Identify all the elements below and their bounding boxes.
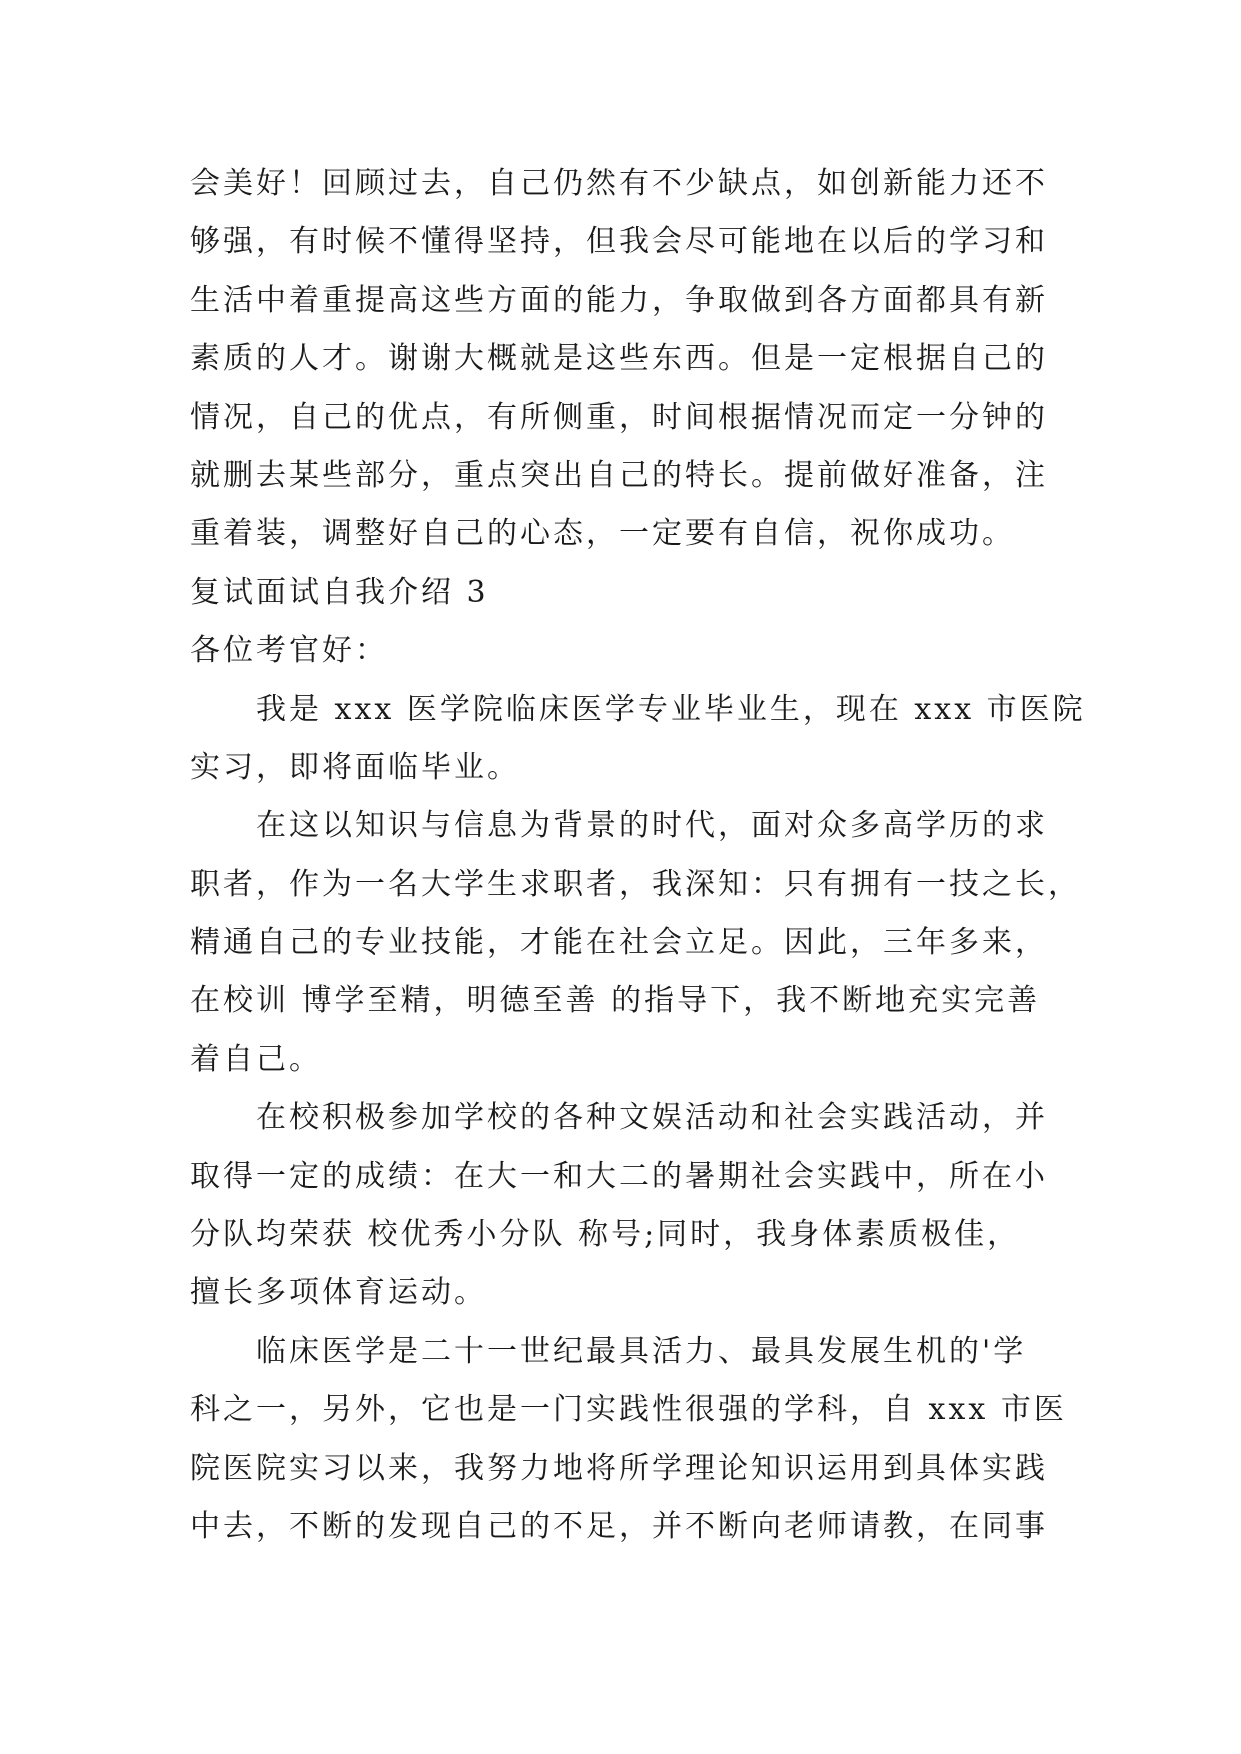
text-line: 中去，不断的发现自己的不足，并不断向老师请教，在同事 [190, 1508, 1048, 1544]
text-line: 会美好！回顾过去，自己仍然有不少缺点，如创新能力还不 [190, 166, 1048, 201]
text-line: 职者，作为一名大学生求职者，我深知：只有拥有一技之长， [190, 866, 1081, 902]
paragraph-start: 在这以知识与信息为背景的时代，面对众多高学历的求 [256, 808, 1048, 844]
paragraph-start: 临床医学是二十一世纪最具活力、最具发展生机的'学 [256, 1333, 1027, 1369]
text-line: 情况，自己的优点，有所侧重，时间根据情况而定一分钟的 [190, 399, 1048, 435]
text-line: 分队均荣获 校优秀小分队 称号;同时，我身体素质极佳， [190, 1217, 1021, 1253]
text-line: 精通自己的专业技能，才能在社会立足。因此，三年多来， [190, 925, 1048, 961]
text-line: 擅长多项体育运动。 [190, 1275, 487, 1311]
text-line: 够强，有时候不懂得坚持，但我会尽可能地在以后的学习和 [190, 224, 1048, 260]
text-line: 在校训 博学至精，明德至善 的指导下，我不断地充实完善 [190, 983, 1041, 1019]
text-line: 取得一定的成绩：在大一和大二的暑期社会实践中，所在小 [190, 1158, 1048, 1194]
text-line: 生活中着重提高这些方面的能力，争取做到各方面都具有新 [190, 282, 1048, 318]
paragraph-start: 我是 xxx 医学院临床医学专业毕业生，现在 xxx 市医院 [256, 691, 1086, 727]
text-line: 科之一，另外，它也是一门实践性很强的学科，自 xxx 市医 [190, 1392, 1067, 1428]
section-heading: 复试面试自我介绍 3 [190, 574, 489, 610]
text-line: 就删去某些部分，重点突出自己的特长。提前做好准备，注 [190, 457, 1048, 493]
text-line: 重着装，调整好自己的心态，一定要有自信，祝你成功。 [190, 516, 1015, 552]
text-line: 着自己。 [190, 1041, 322, 1077]
text-line: 实习，即将面临毕业。 [190, 749, 520, 785]
paragraph-start: 在校积极参加学校的各种文娱活动和社会实践活动，并 [256, 1100, 1048, 1136]
document-body [190, 155, 1086, 1556]
salutation: 各位考官好： [190, 633, 388, 669]
text-line: 素质的人才。谢谢大概就是这些东西。但是一定根据自己的 [190, 341, 1048, 377]
text-line: 院医院实习以来，我努力地将所学理论知识运用到具体实践 [190, 1450, 1048, 1486]
